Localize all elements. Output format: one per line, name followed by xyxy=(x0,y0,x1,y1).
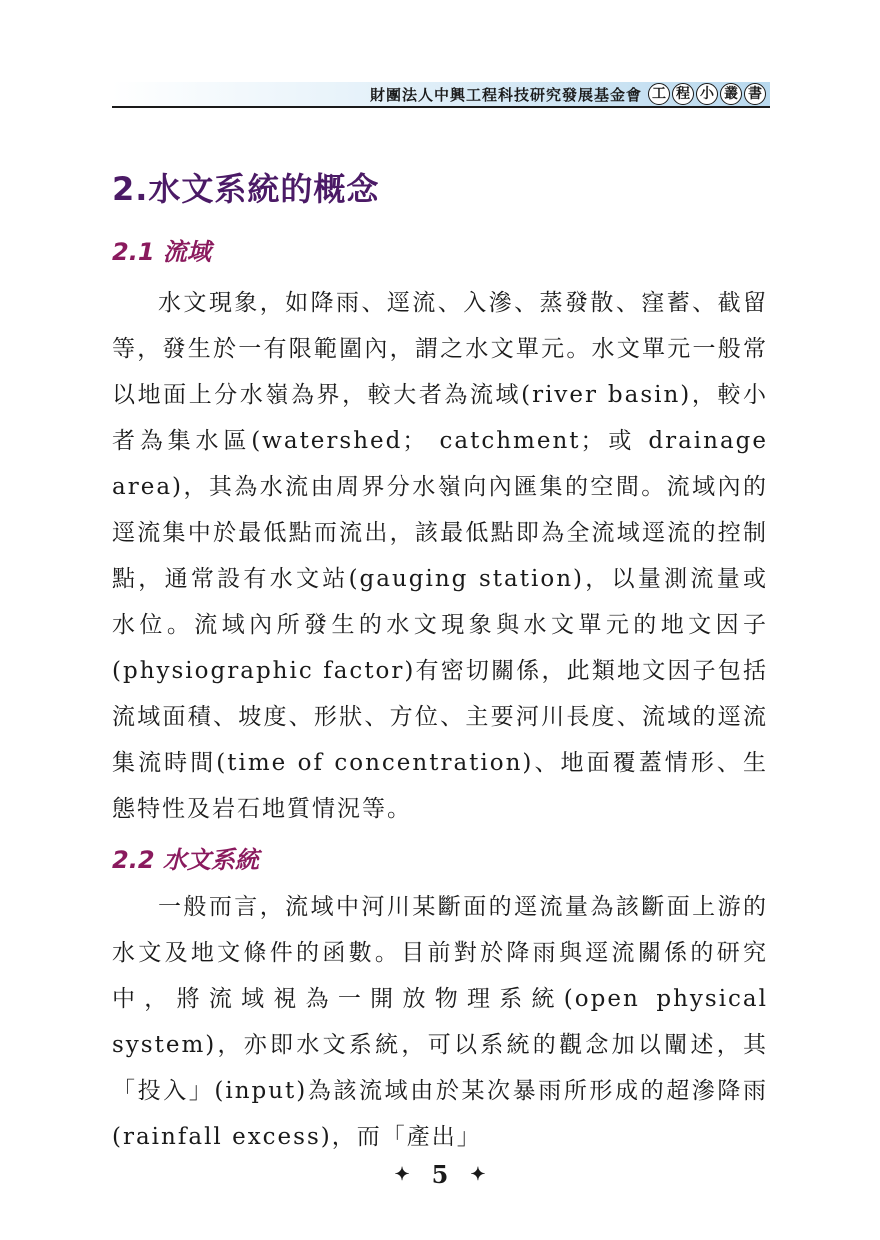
section-paragraph-river-basin: 水文現象，如降雨、逕流、入滲、蒸發散、窪蓄、截留等，發生於一有限範圍內，謂之水文單元。水文單元一般常以地面上分水嶺為界，較大者為流域(river basin)，較小者為集水區(watershed； catchment；或 drainage area)，其為水流由周界分水嶺向內匯集的空間。流域內的逕流集中於最低點而流出，該最低點即為全流域逕流的控制點，通常設有水文站(gauging station)，以量測流量或水位。流域內所發生的水文現象與水文單元的地文因子(physiographic factor)有密切關係，此類地文因子包括流域面積、坡度、形狀、方位、主要河川長度、流域的逕流集流時間(time of concentration)、地面覆蓋情形、生態特性及岩石地質情況等。 xyxy=(112,290,768,822)
section-heading-river-basin: 2.1 流域 xyxy=(112,238,211,266)
header-organization: 財團法人中興工程科技研究發展基金會 xyxy=(369,85,642,104)
header-divider xyxy=(112,106,770,108)
series-char: 書 xyxy=(744,83,766,105)
series-char: 小 xyxy=(696,83,718,105)
running-header xyxy=(112,82,770,106)
page-number: 5 xyxy=(431,1160,449,1189)
series-char: 叢 xyxy=(720,83,742,105)
section-heading-hydrologic-system: 2.2 水文系統 xyxy=(112,846,259,874)
page-footer xyxy=(0,1160,880,1189)
star-ornament-icon: ✦ xyxy=(470,1164,486,1185)
section-paragraph-hydrologic-system: 一般而言，流域中河川某斷面的逕流量為該斷面上游的水文及地文條件的函數。目前對於降雨與逕流關係的研究中，將流域視為一開放物理系統(open physical system)，亦即水文系統，可以系統的觀念加以闡述，其「投入」(input)為該流域由於某次暴雨所形成的超滲降雨(rainfall excess)，而「產出」 xyxy=(112,894,768,1150)
series-char: 工 xyxy=(648,83,670,105)
chapter-title: 2.水文系統的概念 xyxy=(112,170,380,208)
series-badge xyxy=(648,83,766,105)
series-char: 程 xyxy=(672,83,694,105)
star-ornament-icon: ✦ xyxy=(394,1164,410,1185)
